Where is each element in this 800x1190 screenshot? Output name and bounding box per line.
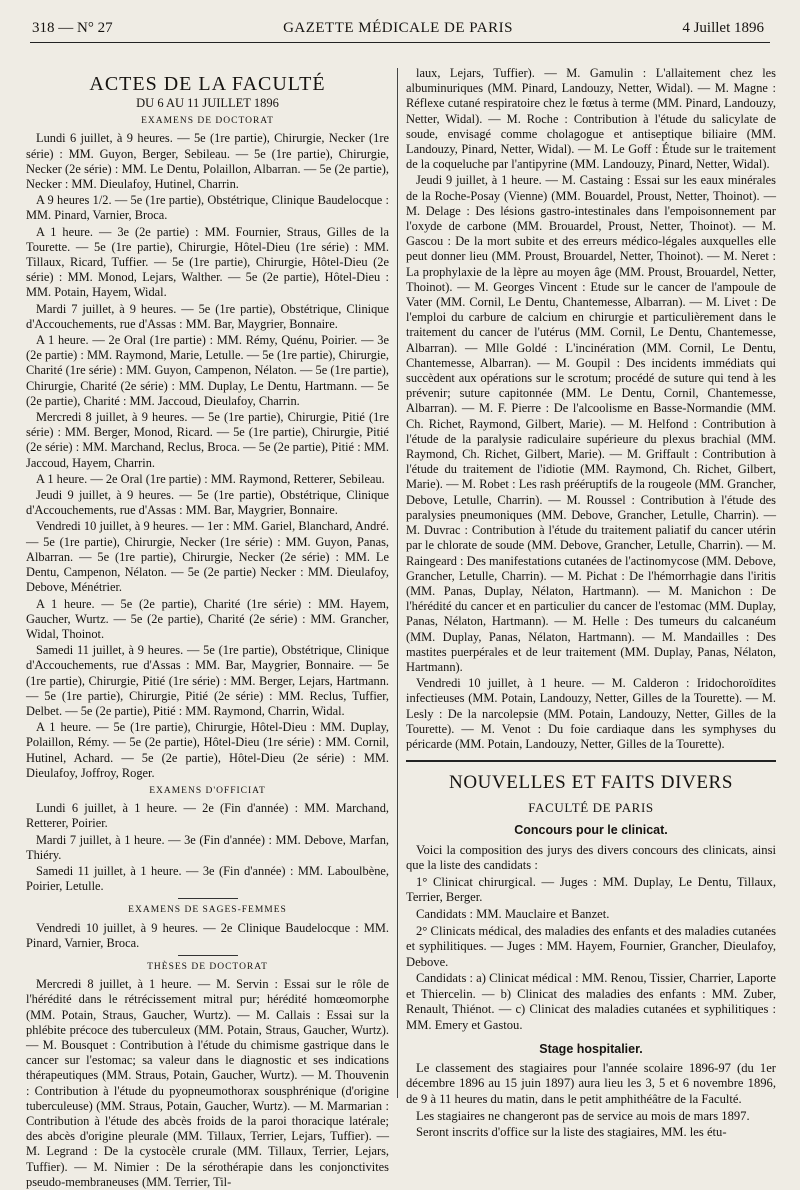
paragraph: Candidats : a) Clinicat médical : MM. Renou, Tissier, Charrier, Laporte et Thiercelin. — b) Clinicat des maladies des enfants : MM. Zuber, Renault, Thiénot. — c) Clinicat des maladies cutanées et syphilitiques : MM. Emery et Gastou. bbox=[406, 971, 776, 1033]
column-divider bbox=[397, 68, 398, 1098]
doctorat-heading: EXAMENS DE DOCTORAT bbox=[141, 116, 274, 127]
stage-heading: Stage hospitalier. bbox=[539, 1041, 643, 1056]
officiat-heading: EXAMENS D'OFFICIAT bbox=[149, 785, 266, 796]
doctorat-list bbox=[26, 131, 389, 781]
paragraph: Mardi 7 juillet, à 1 heure. — 3e (Fin d'année) : MM. Debove, Marfan, Thiéry. bbox=[26, 832, 389, 862]
news-title: NOUVELLES ET FAITS DIVERS bbox=[449, 772, 733, 794]
header-rule bbox=[30, 42, 770, 43]
running-head bbox=[32, 18, 764, 40]
paragraph: Candidats : MM. Mauclaire et Banzet. bbox=[416, 906, 610, 921]
paragraph: Jeudi 9 juillet, à 9 heures. — 5e (1re partie), Obstétrique, Clinique d'Accouchements, rue d'Assas : MM. Bar, Maygrier, Bonnaire. bbox=[26, 488, 389, 518]
theses-heading: THÈSES DE DOCTORAT bbox=[147, 961, 268, 972]
section-date: DU 6 AU 11 JUILLET 1896 bbox=[136, 96, 279, 110]
page-number: 318 — N° 27 bbox=[32, 20, 113, 36]
paragraph: Vendredi 10 juillet, à 9 heures. — 2e Clinique Baudelocque : MM. Pinard, Varnier, Broca. bbox=[26, 920, 389, 950]
paragraph: Samedi 11 juillet, à 1 heure. — 3e (Fin d'année) : MM. Laboulbène, Poirier, Letulle. bbox=[26, 863, 389, 894]
divider bbox=[178, 955, 238, 956]
issue-date: 4 Juillet 1896 bbox=[682, 20, 764, 36]
paragraph: 1° Clinicat chirurgical. — Juges : MM. Duplay, Le Dentu, Tillaux, Terrier, Berger. bbox=[406, 874, 776, 905]
left-column bbox=[26, 66, 389, 1189]
paragraph: Les stagiaires ne changeront pas de service au mois de mars 1897. bbox=[416, 1108, 750, 1123]
paragraph: Vendredi 10 juillet, à 9 heures. — 1er : MM. Gariel, Blanchard, André. — 5e (1re partie), Chirurgie, Necker (1re série) : MM. Guyon, Panas, Albarran. — 5e (1re partie), Chirurgie, Necker (2e série) : MM. Le Dentu, Campenon, Nélaton. — 5e (2e partie) Necker : MM. Dieulafoy, Debove, Ménétrier. bbox=[26, 519, 389, 595]
news-body bbox=[406, 823, 776, 1141]
concours-heading: Concours pour le clinicat. bbox=[514, 823, 668, 838]
paragraph: A 1 heure. — 2e Oral (1re partie) : MM. Rémy, Quénu, Poirier. — 3e (2e partie) : MM. Raymond, Marie, Letulle. — 5e (1re partie), Chirurgie, Charité (1re série) : MM. Guyon, Campenon, Nélaton. — 5e (1re partie), Chirurgie, Charité (2e série) : MM. Duplay, Le Dentu, Hartmann. — 5e (2e partie), Charité : MM. Jaccoud, Dieulafoy, Charrin. bbox=[26, 333, 389, 408]
news-subtitle: FACULTÉ DE PARIS bbox=[528, 800, 654, 816]
paragraph: A 1 heure. — 3e (2e partie) : MM. Fournier, Straus, Gilles de la Tourette. — 5e (1re partie), Chirurgie, Hôtel-Dieu (1re série) : MM. Tillaux, Ricard, Tuffier. — 5e (1re partie), Chirurgie, Hôtel-Dieu (2e série) : MM. Monod, Lejars, Walther. — 5e (2e partie), Hôtel-Dieu : MM. Potain, Hayem, Widal. bbox=[26, 224, 389, 300]
sages-femmes-heading: EXAMENS DE SAGES-FEMMES bbox=[128, 905, 287, 916]
divider bbox=[178, 898, 238, 899]
paragraph: Mercredi 8 juillet, à 9 heures. — 5e (1re partie), Chirurgie, Pitié (1re série) : MM. Berger, Monod, Ricard. — 5e (1re partie), Chirurgie, Pitié (2e série) : MM. Marchand, Reclus, Broca. — 5e (2e partie), Pitié : MM. Jaccoud, Hayem, Charrin. bbox=[26, 410, 389, 470]
paragraph: Mardi 7 juillet, à 9 heures. — 5e (1re partie), Obstétrique, Clinique d'Accouchements, rue d'Assas : MM. Bar, Maygrier, Bonnaire. bbox=[26, 301, 389, 331]
paragraph: Lundi 6 juillet, à 1 heure. — 2e (Fin d'année) : MM. Marchand, Retterer, Poirier. bbox=[26, 801, 389, 831]
officiat-list bbox=[26, 801, 389, 894]
paragraph: A 9 heures 1/2. — 5e (1re partie), Obstétrique, Clinique Baudelocque : MM. Pinard, Varnier, Broca. bbox=[26, 193, 389, 223]
paragraph: A 1 heure. — 2e Oral (1re partie) : MM. Raymond, Retterer, Sebileau. bbox=[36, 471, 385, 486]
paragraph: Lundi 6 juillet, à 9 heures. — 5e (1re partie), Chirurgie, Necker (1re série) : MM. Guyon, Berger, Sebileau. — 5e (1re partie), Chirurgie, Necker (2e série) : MM. Le Dentu, Polaillon, Albarran. — 5e (2e partie), Necker : MM. Dieulafoy, Hutinel, Charrin. bbox=[26, 131, 389, 192]
paragraph: Jeudi 9 juillet, à 1 heure. — M. Castaing : Essai sur les eaux minérales de la Roche-Posay (Vienne) (MM. Bouardel, Proust, Netter, Thoinot). — M. Delage : Des lésions gastro-intestinales dans l'empoisonnement par l'oxyde de carbone (MM. Brouardel, Proust, Netter, Thoinot). — M. Gascou : De la mort subite et des erreurs médico-légales auxquelles elle peut donner lieu (MM. Proust, Brouardel, Netter, Thoinot). — M. Neret : La prophylaxie de la lèpre au moyen âge (MM. Proust, Brouardel, Netter, Thoinot). — M. Georges Vincent : Etude sur le cancer de l'ampoule de Vater (MM. Cornil, Le Dentu, Chantemesse, Albarran). — M. Livet : De l'emploi du carbure de calcium en chirurgie et particulièrement dans le traitement du cancer de l'utérus (MM. Cornil, Le Dentu, Chantemesse, Albarran). — Mlle Goldé : L'incinération (MM. Cornil, Le Dentu, Chantemesse, Albarran). — M. Goupil : Des incidents immédiats qui succèdent aux opérations sur le scrotum; procédé de suture qui tend à les prévenir; suture capitonnée (MM. Le Dentu, Cornil, Chantemesse, Albarran). — M. F. Pierre : De l'alcoolisme en Basse-Normandie (MM. Ch. Richet, Raymond, Gilbert, Marie). — M. Helfond : Contribution à l'étude de la paralysie radiculaire supérieure du plexus brachial (MM. Raymond, Ch. Richet, Gilbert, Marie). — M. Griffault : Contribution à l'étude du traitement de l'idiotie (MM. Raymond, Ch. Richet, Gilbert, Marie). — M. Robet : Les rash prééruptifs de la rougeole (MM. Grancher, Debove, Letulle, Charrin). — M. Roussel : Contribution à l'étude des paralysies pneumoniques (MM. Debove, Grancher, Letulle, Charrin). — M. Duvrac : Contribution à l'étude du traitement paliatif du cancer utérin par le chlorate de soude (MM. Debove, Grancher, Letulle, Charrin). — M. Raingeard : Des manifestations cutanées de l'actinomycose (MM. Debove, Grancher, Letulle, Charrin). — M. Pichat : De l'hémorrhagie dans l'iritis (MM. Panas, Duplay, Nélaton, Hartmann). — M. Manichon : De l'hérédité du cancer et en particulier du cancer de l'estomac (MM. Duplay, Panas, Nélaton, Hartmann). — M. Helle : Des tumeurs du calcanéum (MM. Duplay, Panas, Nélaton, Hartmann). — M. Mandailles : Des mastites puerpérales et de leur traitement (MM. Duplay, Panas, Nélaton, Hartmann). bbox=[406, 173, 776, 674]
journal-title: GAZETTE MÉDICALE DE PARIS bbox=[283, 20, 513, 36]
paragraph: Mercredi 8 juillet, à 1 heure. — M. Servin : Essai sur le rôle de l'hérédité dans le rétrécissement mitral pur; hérédité homœomorphe (MM. Potain, Straus, Gaucher, Wurtz). — M. Callais : Essai sur la phlébite précoce des tuberculeux (MM. Potain, Straus, Gaucher, Wurtz). — M. Bousquet : Contribution à l'étude du chimisme gastrique dans le cancer sur l'estomac; sa valeur dans le diagnostic et ses indications thérapeutiques (MM. Straus, Potain, Gaucher, Wurtz). — M. Thouvenin : Contribution à l'étude du pyopneumothorax sousphrénique (d'origine tuberculeuse) (MM. Straus, Potain, Gaucher, Wurtz). — M. Marmarian : Contribution à l'étude des abcès froids de la paroi thoracique latérale; des abcès d'origine pleurale (MM. Tillaux, Terrier, Lejars, Tuffier). — M. Legrand : De la cystocèle crurale (MM. Tillaux, Terrier, Lejars, Tuffier). — M. Nimier : De la sérothérapie dans les conjonctivites pseudo-membraneuses (MM. Terrier, Til- bbox=[26, 977, 389, 1189]
paragraph: A 1 heure. — 5e (2e partie), Charité (1re série) : MM. Hayem, Gaucher, Wurtz. — 5e (2e partie), Charité (2e série) : MM. Grancher, Widal, Thoinot. bbox=[26, 596, 389, 641]
paragraph: Vendredi 10 juillet, à 1 heure. — M. Calderon : Iridochoroïdites infectieuses (MM. Potain, Landouzy, Netter, Gilles de la Tourette). — M. Lesly : De la narcolepsie (MM. Potain, Landouzy, Netter, Gilles de la Tourette). — M. Venot : Du foie cardiaque dans les symphyses du péricarde (MM. Potain, Landouzy, Netter, Gilles de la Tourette). bbox=[406, 676, 776, 751]
section-rule bbox=[406, 760, 776, 762]
right-column bbox=[406, 66, 776, 1140]
paragraph: laux, Lejars, Tuffier). — M. Gamulin : L'allaitement chez les albuminuriques (MM. Pinard, Landouzy, Netter, Widal). — M. Magne : Réflexe cutané respiratoire chez le fœtus à terme (MM. Pinard, Landouzy, Netter, Widal). — M. Roche : Contribution à l'étude du salicylate de soude, envisagé comme cholagogue et antiseptique biliaire (MM. Landouzy, Pinard, Netter, Widal). — M. Le Goff : Étude sur le traitement de la coqueluche par l'antipyrine (MM. Landouzy, Pinard, Netter, Widal). bbox=[406, 66, 776, 172]
paragraph: Le classement des stagiaires pour l'année scolaire 1896-97 (du 1er décembre 1896 au 15 juin 1897) aura lieu les 3, 5 et 6 novembre 1896, de 9 à 11 heures du matin, dans le petit amphithéâtre de la Faculté. bbox=[406, 1060, 776, 1107]
section-title: ACTES DE LA FACULTÉ bbox=[89, 73, 326, 95]
paragraph: Seront inscrits d'office sur la liste des stagiaires, MM. les étu- bbox=[416, 1125, 727, 1140]
paragraph: A 1 heure. — 5e (1re partie), Chirurgie, Hôtel-Dieu : MM. Duplay, Polaillon, Rémy. — 5e (2e partie), Hôtel-Dieu (1re série) : MM. Cornil, Hutinel, Achard. — 5e (2e partie), Hôtel-Dieu (2e série) : MM. Dieulafoy, Joffroy, Roger. bbox=[26, 720, 389, 780]
paragraph: 2° Clinicats médical, des maladies des enfants et des maladies cutanées et syphilitiques. — Juges : MM. Hayem, Fournier, Grancher, Dieulafoy, Debove. bbox=[406, 923, 776, 969]
paragraph: Samedi 11 juillet, à 9 heures. — 5e (1re partie), Obstétrique, Clinique d'Accouchements, rue d'Assas : MM. Bar, Maygrier, Bonnaire. — 5e (1re partie), Chirurgie, Pitié (1re série) : MM. Berger, Lejars, Hartmann. — 5e (1re partie), Chirurgie, Pitié (2e série) : MM. Reclus, Tuffier, Delbet. — 5e (2e partie), Pitié : MM. Raymond, Charrin, Widal. bbox=[26, 643, 389, 718]
paragraph: Voici la composition des jurys des divers concours des clinicats, ainsi que la liste des candidats : bbox=[406, 842, 776, 873]
